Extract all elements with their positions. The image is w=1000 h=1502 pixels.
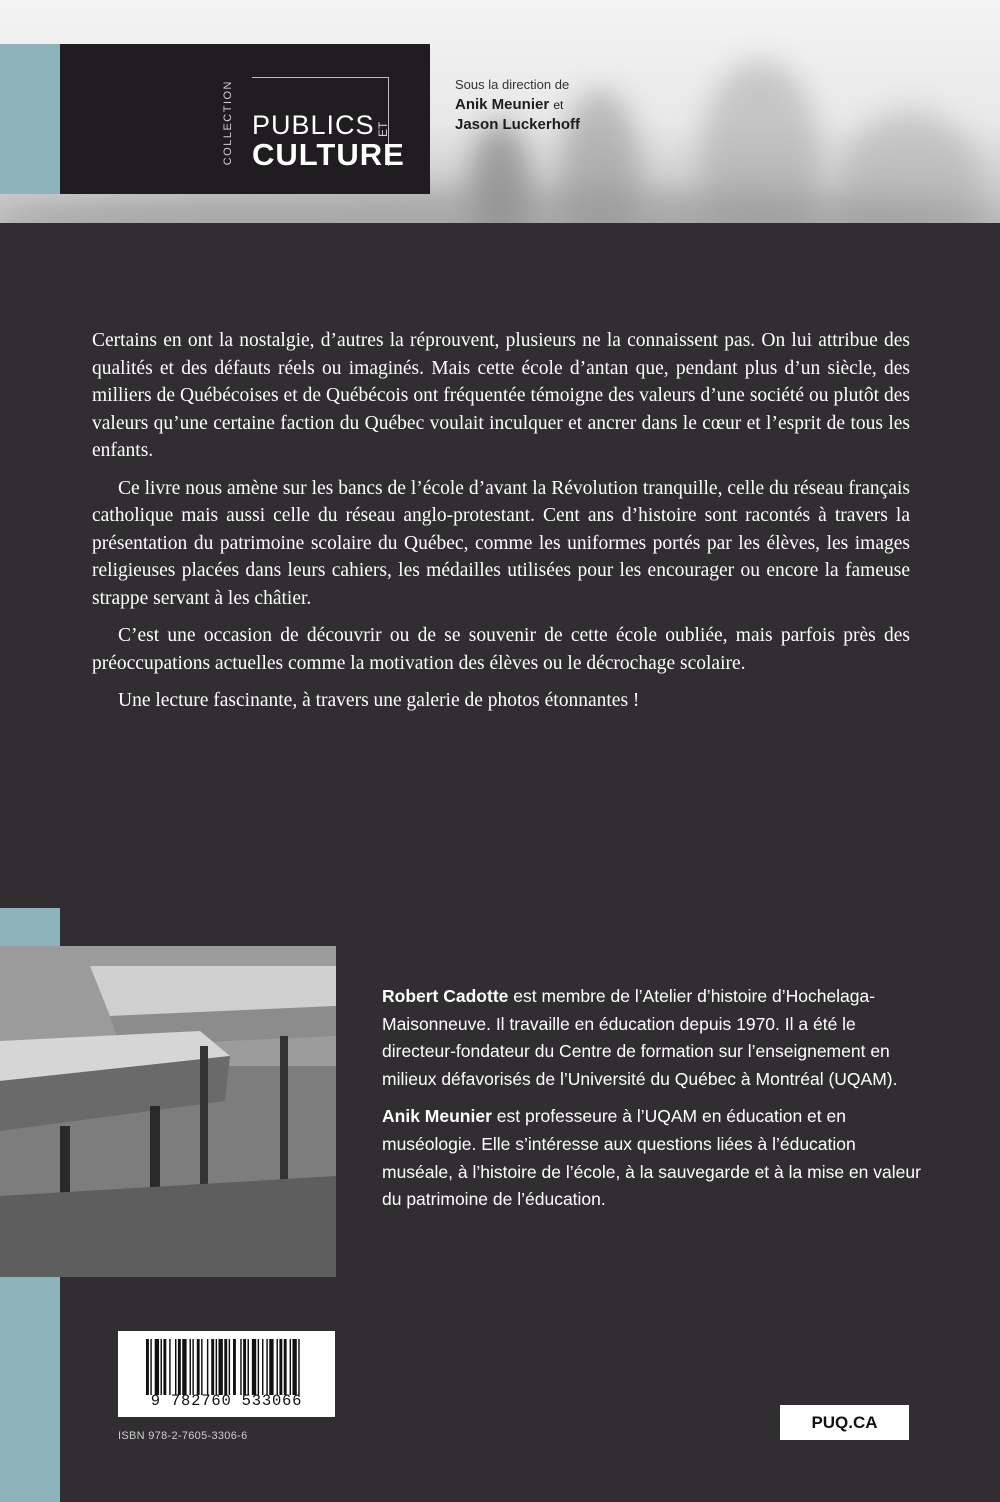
collection-label: COLLECTION bbox=[222, 80, 234, 166]
accent-strip-top bbox=[0, 44, 60, 194]
barcode-bar bbox=[169, 1339, 170, 1395]
collection-title-publics: PUBLICS bbox=[252, 110, 375, 140]
back-cover-blurb bbox=[92, 327, 910, 725]
barcode-bar bbox=[216, 1339, 217, 1395]
blurb-paragraph: Une lecture fascinante, à travers une galerie de photos étonnantes ! bbox=[118, 690, 640, 711]
barcode-digits: 9 782760 533066 bbox=[150, 1392, 303, 1410]
school-desks-photo bbox=[0, 946, 336, 1277]
barcode-bar bbox=[175, 1339, 176, 1395]
barcode-bar bbox=[277, 1339, 278, 1395]
editor-joiner: et bbox=[553, 98, 564, 112]
author-bios bbox=[382, 983, 922, 1224]
barcode-bar bbox=[266, 1339, 267, 1395]
barcode-bar bbox=[161, 1339, 162, 1395]
barcode-bar bbox=[207, 1339, 208, 1395]
editor-name: Jason Luckerhoff bbox=[455, 116, 581, 133]
barcode-bar bbox=[262, 1339, 263, 1395]
barcode-bar bbox=[298, 1339, 299, 1395]
barcode-bar bbox=[155, 1339, 159, 1395]
publisher-website[interactable]: PUQ.CA bbox=[780, 1405, 909, 1440]
barcode-bar bbox=[229, 1339, 230, 1395]
barcode-bar bbox=[243, 1339, 246, 1395]
barcode-bar bbox=[150, 1339, 151, 1395]
barcode-bar bbox=[211, 1339, 214, 1395]
barcode-bar bbox=[178, 1339, 181, 1395]
school-desks-illustration bbox=[0, 946, 336, 1277]
barcode-bar bbox=[182, 1339, 186, 1395]
barcode-bar bbox=[292, 1339, 296, 1395]
isbn-number: ISBN 978-2-7605-3306-6 bbox=[118, 1430, 248, 1442]
barcode-bar bbox=[219, 1339, 223, 1395]
barcode-bar bbox=[190, 1339, 191, 1395]
barcode-bar bbox=[240, 1339, 241, 1395]
barcode-bar bbox=[290, 1339, 291, 1395]
editor-name: Anik Meunier bbox=[455, 96, 550, 113]
barcode-bar bbox=[233, 1339, 236, 1395]
collection-title-culture: CULTURE bbox=[252, 137, 405, 172]
barcode-bar bbox=[284, 1339, 287, 1395]
author-bio bbox=[382, 1103, 922, 1213]
barcode-bar bbox=[163, 1339, 166, 1395]
direction-label: Sous la direction de bbox=[455, 77, 570, 92]
blurb-paragraph: C’est une occasion de découvrir ou de se souvenir de cette école oubliée, mais parfois près des préoccupations actuelles comme la motivation des élèves ou le décrochage scolaire. bbox=[92, 625, 910, 674]
author-bio bbox=[382, 983, 922, 1093]
barcode-bar bbox=[279, 1339, 282, 1395]
direction-editors bbox=[455, 95, 580, 135]
blurb-paragraph: Ce livre nous amène sur les bancs de l’école d’avant la Révolution tranquille, celle du réseau français catholique mais aussi celle du réseau anglo-protestant. Cent ans d’histoire sont racontés à travers la présentation du patrimoine scolaire du Québec, comme les uniformes portés par les élèves, les images religieuses placées dans leurs cahiers, les médailles utilisées pour les encourager ou encore la fameuse strappe servant à les châtier. bbox=[92, 477, 910, 609]
barcode-bar bbox=[192, 1339, 193, 1395]
collection-connector: ET bbox=[376, 121, 390, 137]
barcode-bar bbox=[252, 1339, 256, 1395]
author-name: Robert Cadotte bbox=[382, 986, 509, 1006]
barcode-bar bbox=[269, 1339, 273, 1395]
barcode-bar bbox=[248, 1339, 249, 1395]
barcode-bar bbox=[146, 1339, 149, 1395]
barcode-bar bbox=[201, 1339, 202, 1395]
barcode-bar bbox=[224, 1339, 227, 1395]
author-bio-text: est professeure à l’UQAM en éducation et en muséologie. Elle s’intéresse aux questions liées à l’éducation muséale, à l’histoire de l’école, à la sauvegarde et à la mise en valeur du patrimoine de l’éducation. bbox=[382, 1106, 921, 1210]
barcode-bar bbox=[258, 1339, 259, 1395]
author-bio-text: est membre de l’Atelier d’histoire d’Hochelaga-Maisonneuve. Il travaille en éducation depuis 1970. Il a été le directeur-fondateur du Centre de formation sur l’enseignement en milieux défavorisés de l’Université du Québec à Montréal (UQAM). bbox=[382, 986, 898, 1089]
blurb-paragraph: Certains en ont la nostalgie, d’autres la réprouvent, plusieurs ne la connaissent pas. On lui attribue des qualités et des défauts réels ou imaginés. Mais cette école d’antan que, pendant plus d’un siècle, des milliers de Québécoises et de Québécois ont fréquentée témoigne des valeurs d’une société ou plutôt des valeurs qu’une certaine faction du Québec voulait inculquer et ancrer dans le cœur et l’esprit de tous les enfants. bbox=[92, 330, 910, 461]
author-name: Anik Meunier bbox=[382, 1106, 492, 1127]
barcode-bar bbox=[197, 1339, 200, 1395]
